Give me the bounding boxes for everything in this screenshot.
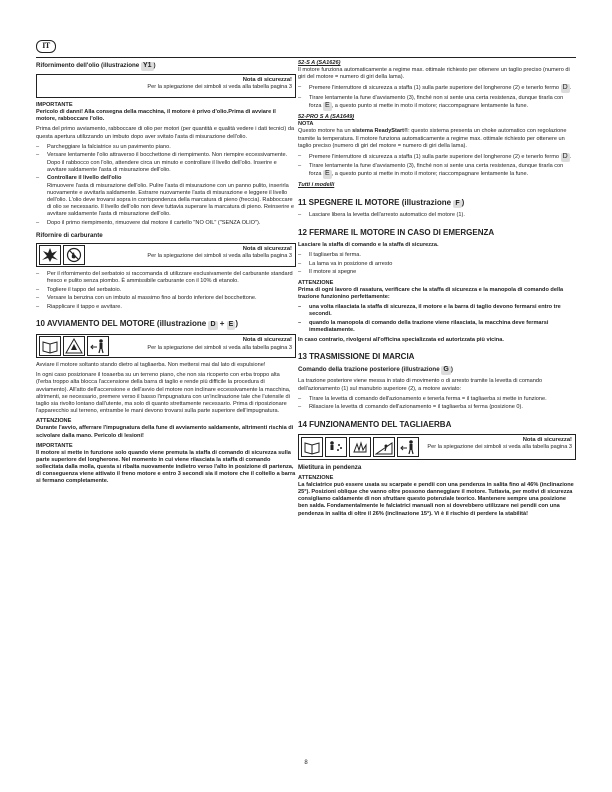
list-item: – Il motore si spegne [298, 269, 576, 276]
list-item: – Premere l'interruttore di sicurezza a staffa (1) sulla parte superiore del longherone (2) e tenerlo fermo D . [298, 84, 576, 93]
safety-note-text: Nota di sicurezza! Per la spiegazione dei simboli si veda alla tabella pagina 3 [147, 337, 292, 351]
emergency-final: In caso contrario, rivolgersi all'officina specializzata ed autorizzata più vicina. [298, 337, 504, 344]
no-smoking-fire-icon [63, 245, 85, 265]
safety-note-box [298, 434, 576, 460]
slope-attention-text: La falciatrice può essere usata su scarpate e pendii con una pendenza in salita fino al 46% (inclinazione 25°). Posizioni oblique che vanno oltre possono danneggiare il motore. Tuttavia, per motivi di sicurezza consigliamo caldamente di non sfruttare questo potenziale teorico. Mantenere sempre una posizione ben salda. Fondamentalmente le falciatrici manuali non si dovrebbero utilizzare nei pendii con una pendenza in salita di oltre il 26% (inclinazione 15°). Vi è il rischio di perdere la stabilità! [298, 481, 574, 517]
illustration-ref: D [562, 152, 568, 160]
note-label: NOTA [298, 121, 314, 128]
illustration-ref: Y1 [142, 62, 152, 69]
safety-note-text: Nota di sicurezza! Per la spiegazione dei simboli si veda alla tabella pagina 3 [427, 436, 572, 451]
model-52sa-steps [298, 84, 576, 111]
illustration-ref: E [325, 102, 330, 110]
important-text: Il motore si mette in funzione solo quando viene premuta la staffa di comando di sicurezza sulla parte superiore del longherone. Nel momento in cui viene rilasciata la staffa di comando sollecitata dalla molla, questa si ribalta nuovamente indietro verso l'alto in posizione di partenza, di conseguenza viene attivato il freno motore e entro 3 secondi sia il motore che il coltello a barra si fermano completamente. [36, 449, 296, 485]
section-emergency-stop-title: 12 FERMARE IL MOTORE IN CASO DI EMERGENZA [298, 227, 495, 237]
explosion-warning-icon [39, 245, 61, 265]
list-item: – Tirare la levetta di comando dell'azionamento e tenerla ferma = il tagliaerba si mette in funzione. [298, 396, 576, 403]
illustration-ref: F [455, 199, 460, 207]
drive-steps [298, 396, 576, 412]
model-52prosa-text: Questo motore ha un sistema ReadyStart®: questo sistema presenta un choke automatico con regolazione tramite la temperatura. Il motore funziona automaticamente a regime max. ottimale richiesto per ottenere un taglio preciso (numero di giri del motore = numero di giri della lama). [298, 128, 567, 149]
list-item: – Dopo il primo riempimento, rimuovere dal motore il cartello "NO OIL" ("SENZA OLIO"). [36, 220, 296, 227]
model-heading-52prosa: 52-PRO S A (SA1649) [298, 114, 355, 121]
drive-subtitle: Comando della trazione posteriore (illustrazione G ) [298, 366, 453, 374]
safety-note-box [36, 243, 296, 267]
list-item: – Parcheggiare la falciatrice su un pavimento piano. [36, 144, 296, 151]
illustration-ref: D [562, 84, 568, 92]
oil-steps [36, 144, 296, 227]
section-drive-title: 13 TRASMISSIONE DI MARCIA [298, 352, 415, 362]
emergency-attention-text: Prima di ogni lavoro di rasatura, verificare che la staffa di sicurezza e la manopola di comando della trazione funzionino perfettamente: [298, 286, 564, 300]
page-number: 8 [304, 760, 308, 766]
illustration-ref: G [443, 366, 449, 374]
fuel-steps [36, 271, 296, 311]
list-item: – Controllare il livello dell'olio Rimuovere l'asta di misurazione dell'olio. Pulire l'asta di misurazione con un panno pulito, inserirla nuovamente e avvitarla saldamente. Estrarre nuovamente l'asta di misurazione e leggere il livello dell'olio. L'olio deve trovarsi sopra in corrispondenza della marcatura di pieno (freccia). Rabboccare di olio se necessario. Il livello dell'olio non deve tuttavia superare la marcatura di pieno. Reinserire e avvitare saldamente l'asta di misurazione dell'olio. [36, 175, 296, 218]
left-column [36, 60, 296, 489]
emergency-checks [298, 304, 576, 334]
language-badge: IT [36, 40, 56, 53]
start-paragraph-2: In ogni caso posizionare il tosaerba su un terreno piano, che non sia ricoperto con erba troppo alta (l'erba troppo alta blocca l'accensione della barra di taglio e rende più difficile la procedura di avviamento). All'atto dell'accensione e dell'avvio del motore non inclinare eccessivamente la macchina, altrimenti, se necessario, premere verso il basso l'impugnatura con un'inclinazione tale che l'utensile di taglio sia rivolto lontano dall'utente, ma solo di quanto strettamente necessario. Prima di riposizionare l'apparecchio sul terreno, entrambe le mani devono trovarsi sulla parte superiore dell'impugnatura. [36, 372, 291, 415]
list-item: – Premere l'interruttore di sicurezza a staffa (1) sulla parte superiore del longherone (2) e tenerlo fermo D . [298, 153, 576, 162]
important-label: IMPORTANTE [36, 101, 73, 108]
section-mowing-title: 14 FUNZIONAMENTO DEL TAGLIAERBA [298, 419, 452, 429]
attention-label: ATTENZIONE [298, 474, 334, 481]
slope-mowing-subtitle: Mietitura in pendenza [298, 463, 362, 471]
emergency-lead: Lasciare la staffa di comando e la staffa di sicurezza. [298, 241, 439, 248]
attention-text: Durante l'avvio, afferrare l'impugnatura della fune di avviamento saldamente, altrimenti rischia di scivolare dalla mano. Pericolo di lesioni! [36, 425, 294, 439]
list-item: – una volta rilasciata la staffa di sicurezza, il motore e la barra di taglio devono fermarsi entro tre secondi. [298, 304, 576, 318]
section-oil-refill-title: Rifornimento dell'olio (illustrazione Y1 ) [36, 62, 156, 69]
model-heading-52sa: 52-S A (SA1626) [298, 60, 341, 66]
read-manual-icon [39, 336, 61, 356]
drive-text: La trazione posteriore viene messa in stato di movimento o di arresto tramite la levetta di comando dell'azionamento (1) sul manubrio superiore (2), a motore avviato: [298, 378, 543, 392]
keep-distance-icon [397, 437, 419, 457]
safety-note-box [36, 74, 296, 98]
list-item: – Tirare lentamente la fune d'avviamento (3), finché non si sente una certa resistenza, dunque tirarla con forza E , a questo punto si mette in moto il motore; riaccompagnare lentamente la fune. [298, 95, 576, 111]
list-item: – Versare la benzina con un imbuto al massimo fino al bordo inferiore del bocchettone. [36, 295, 296, 302]
oil-warning: Pericolo di danni! Alla consegna della macchina, il motore è privo d'olio.Prima di avviare il motore, rabboccare l'olio. [36, 109, 276, 123]
slope-warning-icon [373, 437, 395, 457]
illustration-ref: E [325, 170, 330, 178]
list-item: – Togliere il tappo del serbatoio. [36, 287, 296, 294]
all-models-heading: Tutti i modelli [298, 182, 335, 189]
thrown-objects-icon [325, 437, 347, 457]
illustration-ref: D [210, 321, 216, 329]
right-column [298, 60, 576, 521]
header-rule [36, 57, 576, 58]
attention-label: ATTENZIONE [36, 418, 72, 425]
section-stop-engine-title: 11 SPEGNERE IL MOTORE (illustrazione F ) [298, 197, 465, 207]
list-item: – La lama va in posizione di arresto [298, 261, 576, 268]
start-paragraph-1: Avviare il motore soltanto stando dietro al tagliaerba. Non mettersi mai dal lato di espulsione! [36, 362, 266, 369]
section-fuel-title: Rifornire di carburante [36, 231, 103, 239]
safety-note-text: Nota di sicurezza! Per la spiegazione dei simboli si veda alla tabella pagina 3 [147, 245, 292, 260]
model-52sa-text: Il motore funziona automaticamente a regime max. ottimale richiesto per ottenere un taglio preciso (numero di giri del motore = numero di giri della lama). [298, 67, 570, 81]
read-manual-icon [301, 437, 323, 457]
blade-hazard-icon [63, 336, 85, 356]
keep-distance-icon [87, 336, 109, 356]
list-item: – Rilasciare la levetta di comando dell'azionamento = il tagliaerba si ferma (posizione 0). [298, 404, 576, 411]
hand-blade-hazard-icon [349, 437, 371, 457]
list-item: – Per il rifornimento del serbatoio si raccomanda di utilizzare esclusivamente del carburante standard fresco e pulito senza piombo. È ammissibile carburante con il 10% di etanolo. [36, 271, 296, 285]
safety-note-box [36, 334, 296, 358]
emergency-results [298, 252, 576, 276]
list-item: – Riapplicare il tappo e avvitare. [36, 304, 296, 311]
list-item: – Lasciare libera la levetta dell'arresto automatico del motore (1). [298, 212, 576, 219]
oil-intro: Prima del primo avviamento, rabboccare di olio per motori (per quantità e qualità vedere i dati tecnici) da questa apertura utilizzando un imbuto dopo aver svitato l'asta di misurazione dell'olio. [36, 126, 295, 140]
stop-steps [298, 212, 576, 219]
list-item: – quando la manopola di comando della trazione viene rilasciata, la macchina deve fermarsi immediatamente. [298, 320, 576, 334]
illustration-ref: E [228, 321, 234, 329]
model-52prosa-steps [298, 153, 576, 180]
list-item: – Il tagliaerba si ferma. [298, 252, 576, 259]
attention-label: ATTENZIONE [298, 279, 334, 286]
section-start-engine-title: 10 AVVIAMENTO DEL MOTORE (illustrazione D + E ) [36, 319, 239, 329]
list-item: – Versare lentamente l'olio attraverso il bocchettone di riempimento. Non riempire eccessivamente. Dopo il rabbocco con l'olio, attendere circa un minuto e controllare il livello dell'olio. Inserire e avvitare saldamente l'asta di misurazione dell'olio. [36, 152, 296, 173]
list-item: – Tirare lentamente la fune d'avviamento (3), finché non si sente una certa resistenza, dunque tirarla con forza E , a questo punto si mette in moto il motore; riaccompagnare lentamente la fune. [298, 163, 576, 179]
safety-note-text: Nota di sicurezza! Per la spiegazione dei simboli si veda alla tabella pagina 3 [147, 76, 292, 91]
important-label: IMPORTANTE [36, 442, 73, 449]
